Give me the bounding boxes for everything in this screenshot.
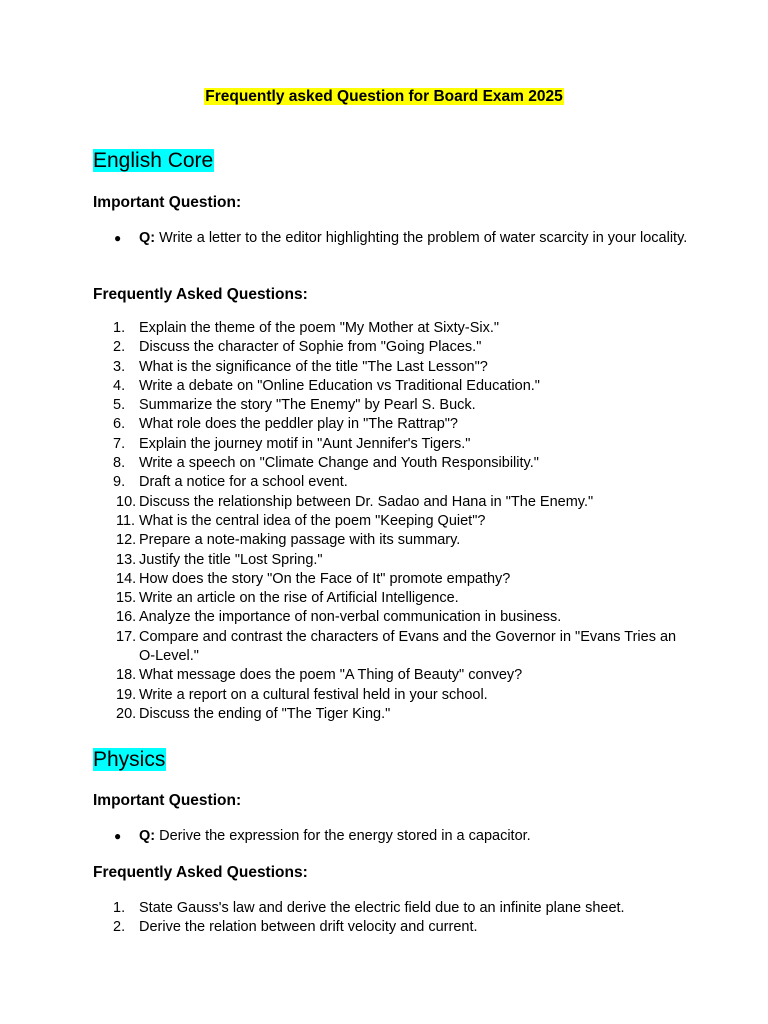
list-item: 4. Write a debate on "Online Education vs Traditional Education." [113,377,540,394]
list-item: 2. Derive the relation between drift velocity and current. [113,919,478,936]
list-item: 20. Discuss the ending of "The Tiger King." [116,705,391,722]
document-title [0,87,768,107]
important-question-body: Write a letter to the editor highlighting the problem of water scarcity in your locality. [159,230,688,246]
document-title-text: Frequently asked Question for Board Exam 2025 [205,88,563,105]
question-prefix: Q: [139,828,156,844]
list-item: 1. Explain the theme of the poem "My Mother at Sixty-Six." [113,320,500,336]
list-item: 2. Discuss the character of Sophie from "Going Places." [113,339,482,356]
list-item: 14. How does the story "On the Face of It" promote empathy? [116,570,511,587]
important-question-text [139,827,693,846]
faq-list-english-core [93,319,693,724]
faq-heading: Frequently Asked Questions: [93,864,308,881]
list-item: 13. Justify the title "Lost Spring." [116,551,323,568]
list-item: 18. What message does the poem "A Thing of Beauty" convey? [116,667,523,684]
section-heading-text: English Core [93,149,214,172]
important-question-item [93,229,693,248]
bullet-icon: ● [114,829,122,843]
list-item: 8. Write a speech on "Climate Change and Youth Responsibility." [113,455,539,472]
faq-heading: Frequently Asked Questions: [93,286,308,303]
section-heading-english-core [93,148,214,174]
list-item: 10. Discuss the relationship between Dr. Sadao and Hana in "The Enemy." [116,493,594,510]
list-item: 17. Compare and contrast the characters of Evans and the Governor in "Evans Tries an O-Level." [116,628,677,665]
list-item: 6. What role does the peddler play in "The Rattrap"? [113,416,458,433]
list-item: 7. Explain the journey motif in "Aunt Jennifer's Tigers." [113,435,471,452]
important-question-heading: Important Question: [93,194,242,211]
list-item: 19. Write a report on a cultural festival held in your school. [116,686,488,703]
list-item: 1. State Gauss's law and derive the electric field due to an infinite plane sheet. [113,900,625,916]
bullet-icon: ● [114,231,122,245]
list-item: 9. Draft a notice for a school event. [113,474,348,491]
faq-list-physics [93,899,693,938]
question-prefix: Q: [139,230,156,246]
section-heading-physics [93,747,166,773]
important-question-body: Derive the expression for the energy stored in a capacitor. [159,828,531,844]
list-item: 3. What is the significance of the title "The Last Lesson"? [113,358,488,375]
important-question-item [93,827,693,846]
important-question-text [139,229,693,248]
list-item: 11. What is the central idea of the poem "Keeping Quiet"? [116,512,486,529]
list-item: 5. Summarize the story "The Enemy" by Pearl S. Buck. [113,397,476,414]
section-heading-text: Physics [93,748,166,771]
important-question-heading: Important Question: [93,792,242,809]
list-item: 15. Write an article on the rise of Artificial Intelligence. [116,590,459,607]
list-item: 16. Analyze the importance of non-verbal communication in business. [116,609,562,626]
list-item: 12. Prepare a note-making passage with its summary. [116,532,461,549]
